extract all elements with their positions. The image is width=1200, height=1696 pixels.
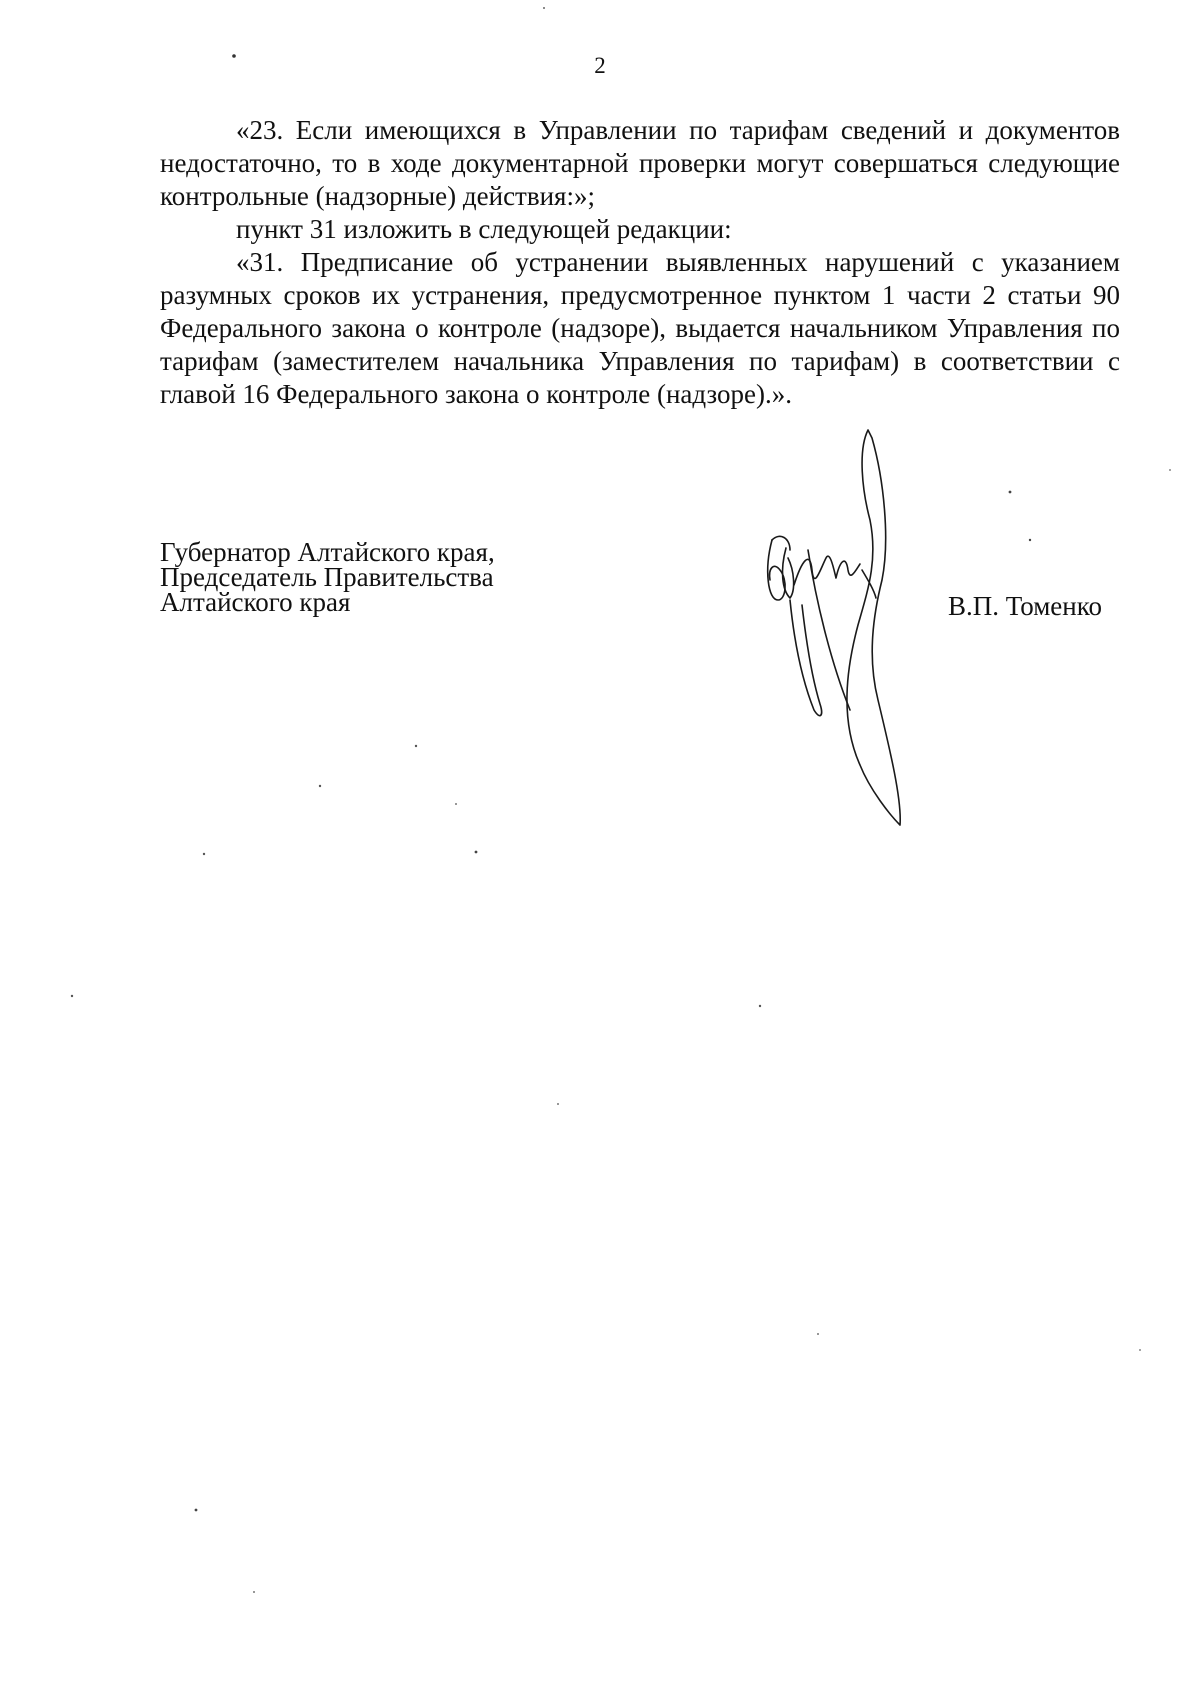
- paragraph-item-23: «23. Если имеющихся в Управлении по тарифам сведений и документов недостаточно, то в ходе документарной проверки могут совершаться следующие контрольные (надзорные) действия:»;: [160, 115, 1120, 211]
- position-line-2: Председатель Правительства: [160, 562, 494, 592]
- page-number: 2: [594, 53, 606, 78]
- handwritten-signature-icon: [750, 420, 950, 830]
- position-line-3: Алтайского края: [160, 587, 351, 617]
- paragraph-item-31: «31. Предписание об устранении выявленных нарушений с указанием разумных сроков их устранения, предусмотренное пунктом 1 части 2 статьи 90 Федерального закона о контроле (надзоре), выдается начальником Управления по тарифам (заместителем начальника Управления по тарифам) в соответствии с главой 16 Федерального закона о контроле (надзоре).».: [160, 247, 1120, 409]
- signer-name: В.П. Томенко: [948, 591, 1102, 621]
- document-body: [160, 114, 1120, 411]
- position-line-1: Губернатор Алтайского края,: [160, 537, 495, 567]
- signature-position: [160, 537, 495, 617]
- paragraph-amendment-intro: пункт 31 изложить в следующей редакции:: [236, 214, 732, 244]
